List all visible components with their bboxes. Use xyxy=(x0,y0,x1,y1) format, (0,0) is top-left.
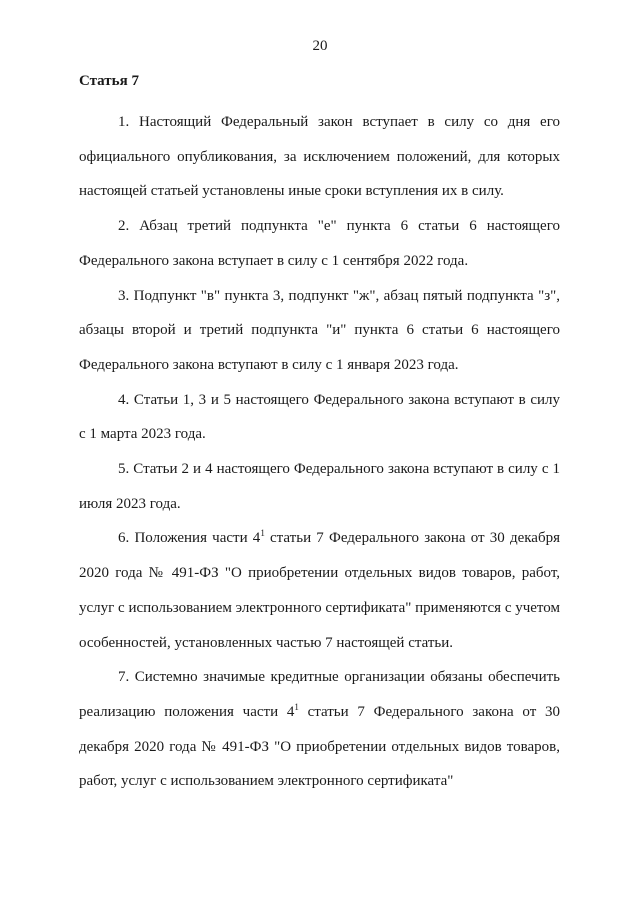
clause-2: 2. Абзац третий подпункта "е" пункта 6 статьи 6 настоящего Федерального закона вступает в силу с 1 сентября 2022 года. xyxy=(79,218,560,269)
clause-6-superscript: 1 xyxy=(260,528,265,539)
clause-1: 1. Настоящий Федеральный закон вступает в силу со дня его официального опубликования, за исключением положений, для которых настоящей статьей установлены иные сроки вступления их в силу. xyxy=(79,114,560,200)
article-heading: Статья 7 xyxy=(79,73,139,89)
clause-5: 5. Статьи 2 и 4 настоящего Федерального закона вступают в силу с 1 июля 2023 года. xyxy=(79,461,560,512)
clause-7-text-after: статьи 7 Федерального закона от 30 декабря 2020 года № 491-ФЗ "О приобретении отдельных видов товаров, работ, услуг с использованием электронного сертификата" xyxy=(79,703,560,790)
clause-7-superscript: 1 xyxy=(294,701,299,712)
clause-7-text-before: 7. Системно значимые кредитные организации обязаны обеспечить реализацию положения части 4 xyxy=(79,669,560,720)
clause-7 xyxy=(79,660,560,799)
clause-4: 4. Статьи 1, 3 и 5 настоящего Федерального закона вступают в силу с 1 марта 2023 года. xyxy=(79,391,560,443)
clause-6-text-after: статьи 7 Федерального закона от 30 декабря 2020 года № 491-ФЗ "О приобретении отдельных видов товаров, работ, услуг с использованием электронного сертификата" применяются с учетом особенностей, установленных частью 7 настоящей статьи. xyxy=(79,530,560,651)
clause-3: 3. Подпункт "в" пункта 3, подпункт "ж", абзац пятый подпункта "з", абзацы второй и третий подпункта "и" пункта 6 статьи 6 настоящего Федерального закона вступают в силу с 1 января 2023 года. xyxy=(79,287,560,373)
article-body xyxy=(79,105,560,799)
clause-6-text-before: 6. Положения части 4 xyxy=(118,530,261,547)
page-number: 20 xyxy=(312,38,328,54)
clause-6 xyxy=(79,521,560,660)
